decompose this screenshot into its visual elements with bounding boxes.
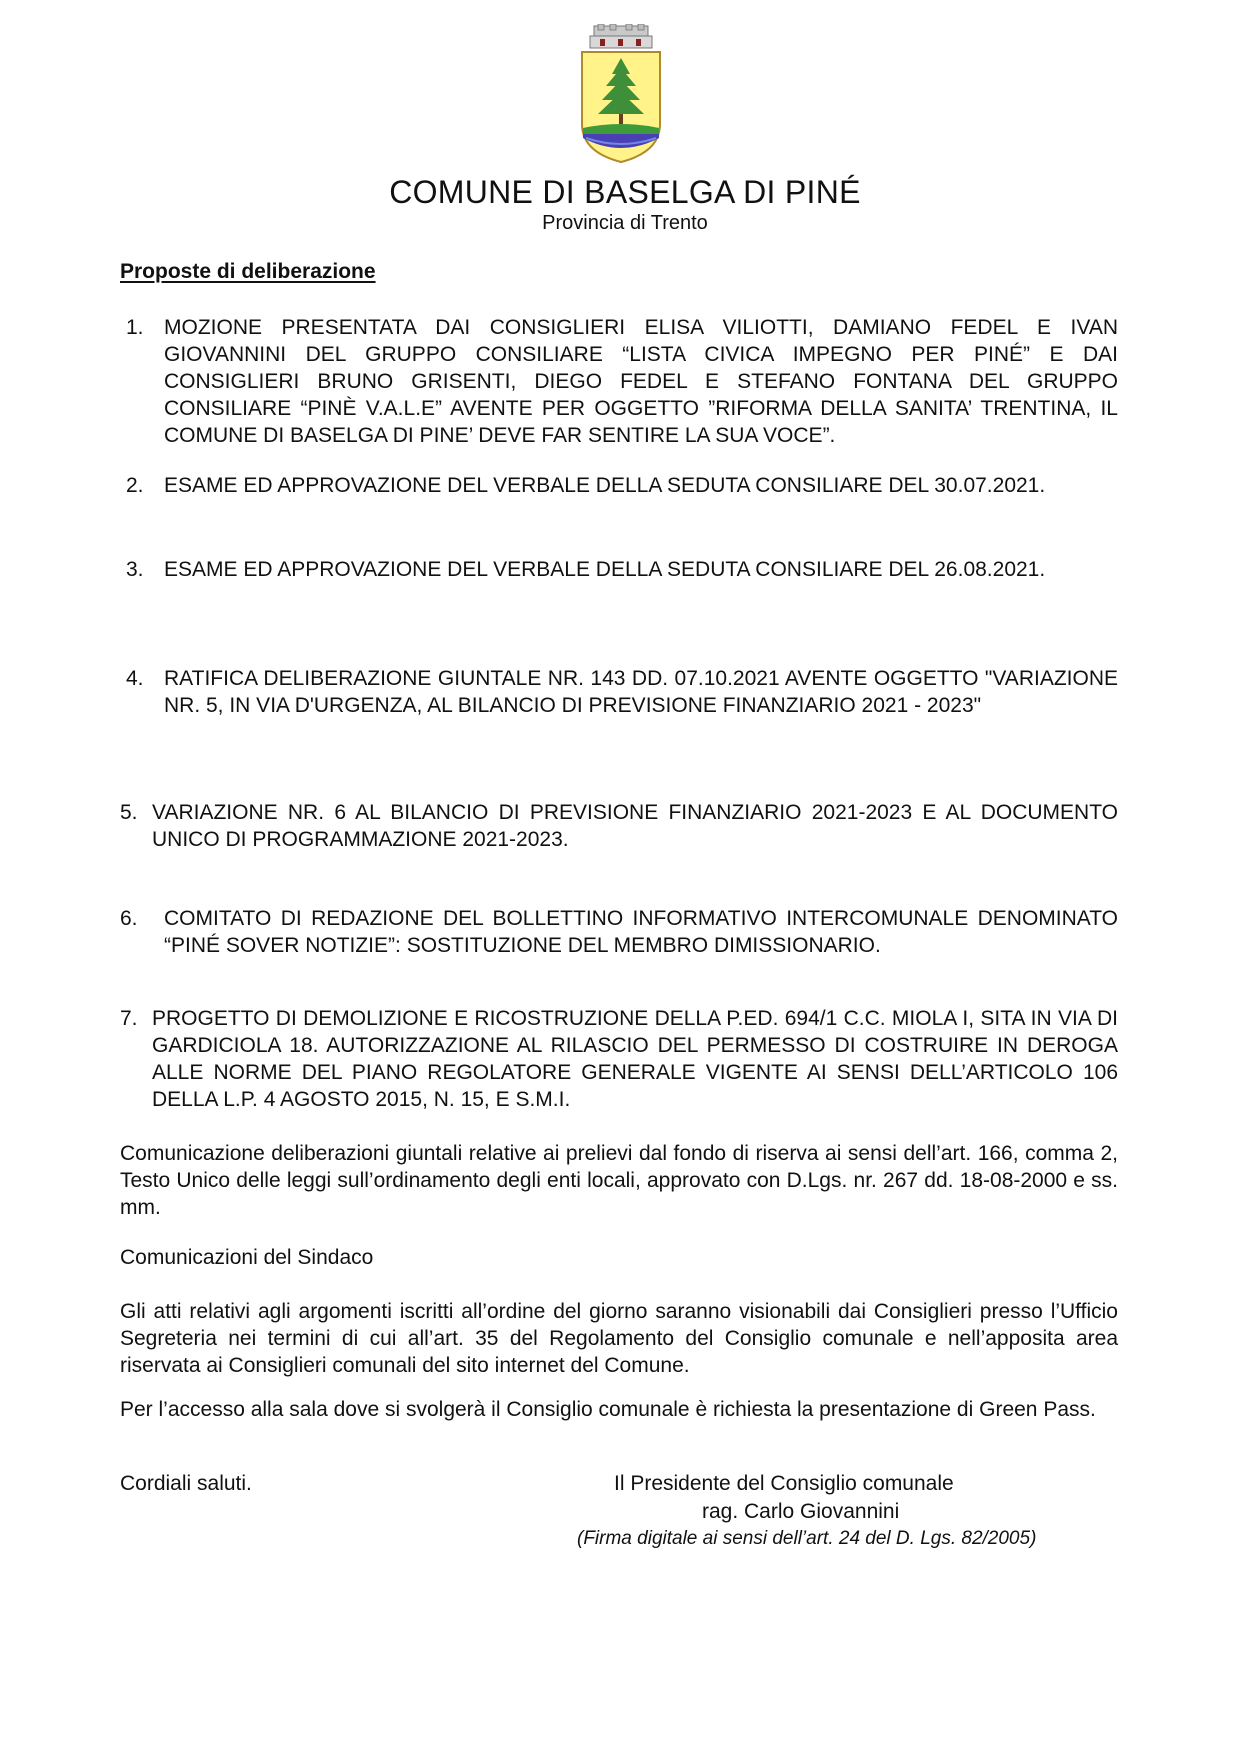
agenda-item: [120, 665, 1118, 719]
agenda-item-number: 3.: [126, 558, 144, 581]
agenda-item-text: ESAME ED APPROVAZIONE DEL VERBALE DELLA SEDUTA CONSILIARE DEL 30.07.2021.: [164, 474, 1046, 497]
section-heading: Proposte di deliberazione: [120, 260, 376, 283]
agenda-item: [120, 472, 1118, 499]
agenda-item-number: 5.: [120, 801, 138, 824]
signatory-name: rag. Carlo Giovannini: [702, 1500, 900, 1523]
agenda-item: [120, 905, 1118, 959]
agenda-item-number: 6.: [120, 907, 138, 930]
signatory-role: Il Presidente del Consiglio comunale: [614, 1472, 954, 1495]
agenda-item-text: ESAME ED APPROVAZIONE DEL VERBALE DELLA SEDUTA CONSILIARE DEL 26.08.2021.: [164, 558, 1046, 581]
agenda-item-number: 7.: [120, 1007, 138, 1030]
province-subtitle: Provincia di Trento: [542, 212, 708, 234]
closing-greeting: Cordiali saluti.: [120, 1472, 252, 1495]
agenda-item: [120, 1005, 1118, 1113]
reserve-fund-communication: Comunicazione deliberazioni giuntali relative ai prelievi dal fondo di riserva ai sensi dell’art. 166, comma 2, Testo Unico delle leggi sull’ordinamento degli enti locali, approvato con D.Lgs. nr. 267 dd. 18-08-2000 e ss. mm.: [120, 1142, 1118, 1219]
agenda-item-text: RATIFICA DELIBERAZIONE GIUNTALE NR. 143 DD. 07.10.2021 AVENTE OGGETTO "VARIAZIONE NR. 5, IN VIA D'URGENZA, AL BILANCIO DI PREVISIONE FINANZIARIO 2021 - 2023": [164, 667, 1118, 717]
municipality-title: COMUNE DI BASELGA DI PINÉ: [389, 174, 861, 210]
agenda-item-text: MOZIONE PRESENTATA DAI CONSIGLIERI ELISA VILIOTTI, DAMIANO FEDEL E IVAN GIOVANNINI DEL GRUPPO CONSILIARE “LISTA CIVICA IMPEGNO PER PINÉ” E DAI CONSIGLIERI BRUNO GRISENTI, DIEGO FEDEL E STEFANO FONTANA DEL GRUPPO CONSILIARE “PINÈ V.A.L.E” AVENTE PER OGGETTO ”RIFORMA DELLA SANITA’ TRENTINA, IL COMUNE DI BASELGA DI PINE’ DEVE FAR SENTIRE LA SUA VOCE”.: [164, 316, 1118, 447]
agenda-item-number: 4.: [126, 667, 144, 690]
agenda-item: [120, 799, 1118, 853]
municipal-coat-of-arms-icon: [576, 24, 666, 164]
green-pass-notice: Per l’accesso alla sala dove si svolgerà il Consiglio comunale è richiesta la presentazione di Green Pass.: [120, 1398, 1096, 1421]
agenda-item-text: COMITATO DI REDAZIONE DEL BOLLETTINO INFORMATIVO INTERCOMUNALE DENOMINATO “PINÉ SOVER NOTIZIE”: SOSTITUZIONE DEL MEMBRO DIMISSIONARIO.: [164, 907, 1118, 957]
agenda-item: [120, 556, 1118, 583]
agenda-item: [120, 314, 1118, 449]
agenda-item-text: VARIAZIONE NR. 6 AL BILANCIO DI PREVISIONE FINANZIARIO 2021-2023 E AL DOCUMENTO UNICO DI PROGRAMMAZIONE 2021-2023.: [152, 801, 1118, 851]
agenda-item-text: PROGETTO DI DEMOLIZIONE E RICOSTRUZIONE DELLA P.ED. 694/1 C.C. MIOLA I, SITA IN VIA DI GARDICIOLA 18. AUTORIZZAZIONE AL RILASCIO DEL PERMESSO DI COSTRUIRE IN DEROGA ALLE NORME DEL PIANO REGOLATORE GENERALE VIGENTE AI SENSI DELL’ARTICOLO 106 DELLA L.P. 4 AGOSTO 2015, N. 15, E S.M.I.: [152, 1007, 1118, 1111]
agenda-item-number: 1.: [126, 316, 144, 339]
agenda-item-number: 2.: [126, 474, 144, 497]
documents-availability-notice: Gli atti relativi agli argomenti iscritti all’ordine del giorno saranno visionabili dai Consiglieri presso l’Ufficio Segreteria nei termini di cui all’art. 35 del Regolamento del Consiglio comunale e nell’apposita area riservata ai Consiglieri comunali del sito internet del Comune.: [120, 1300, 1118, 1377]
mayor-communications: Comunicazioni del Sindaco: [120, 1246, 374, 1269]
digital-signature-note: (Firma digitale ai sensi dell’art. 24 del D. Lgs. 82/2005): [577, 1528, 1037, 1549]
